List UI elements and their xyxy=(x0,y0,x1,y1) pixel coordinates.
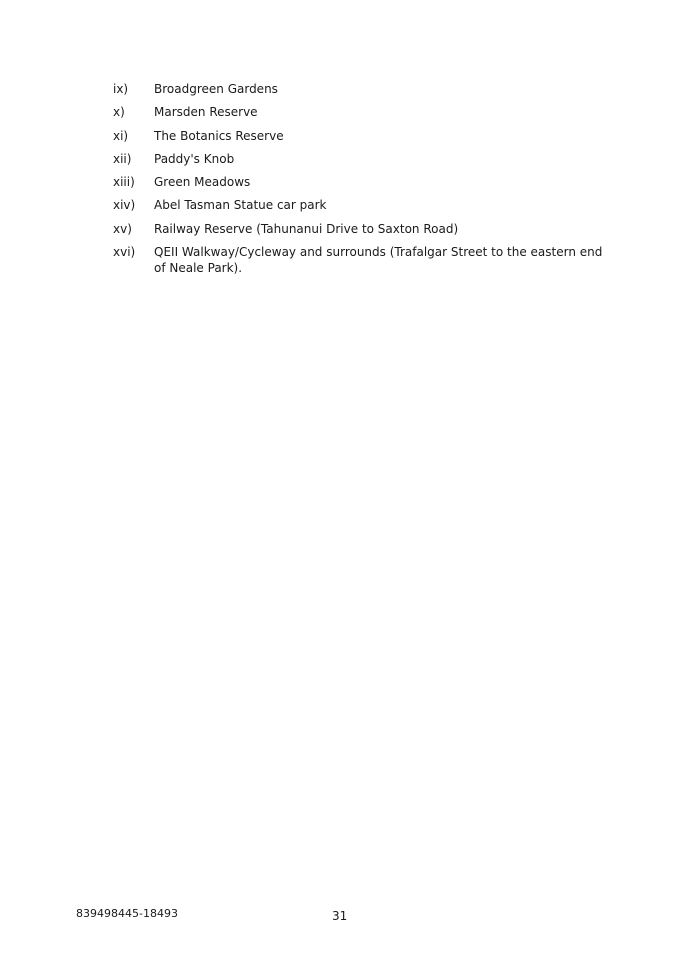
list-item-text: Broadgreen Gardens xyxy=(154,82,278,96)
list-item xyxy=(113,151,603,167)
list-item-text: Railway Reserve (Tahunanui Drive to Saxton Road) xyxy=(154,221,459,236)
list-item-number: xii) xyxy=(113,151,132,166)
list-item xyxy=(113,244,603,276)
list-item-number: xi) xyxy=(113,128,129,143)
list-item-text: Paddy's Knob xyxy=(154,151,235,166)
reserve-list xyxy=(113,81,603,283)
list-item-number: xiv) xyxy=(113,198,136,213)
list-item xyxy=(113,174,603,190)
list-item-text: Green Meadows xyxy=(154,175,251,190)
list-item-text: Abel Tasman Statue car park xyxy=(154,198,327,213)
list-item xyxy=(113,221,603,237)
list-item xyxy=(113,81,603,97)
list-item-number: xvi) xyxy=(113,245,136,260)
list-item-text: QEII Walkway/Cycleway and surrounds (Trafalgar Street to the eastern end of Neale Park). xyxy=(154,245,603,276)
page-number: 31 xyxy=(332,909,348,923)
list-item-text: Marsden Reserve xyxy=(154,105,258,120)
list-item-number: ix) xyxy=(113,82,129,96)
list-item xyxy=(113,104,603,120)
list-item xyxy=(113,197,603,213)
list-item-text: The Botanics Reserve xyxy=(154,128,284,143)
list-item-number: x) xyxy=(113,105,125,120)
list-item-number: xv) xyxy=(113,221,132,236)
list-item xyxy=(113,128,603,144)
document-id: 839498445-18493 xyxy=(76,907,178,920)
list-item-number: xiii) xyxy=(113,175,135,190)
